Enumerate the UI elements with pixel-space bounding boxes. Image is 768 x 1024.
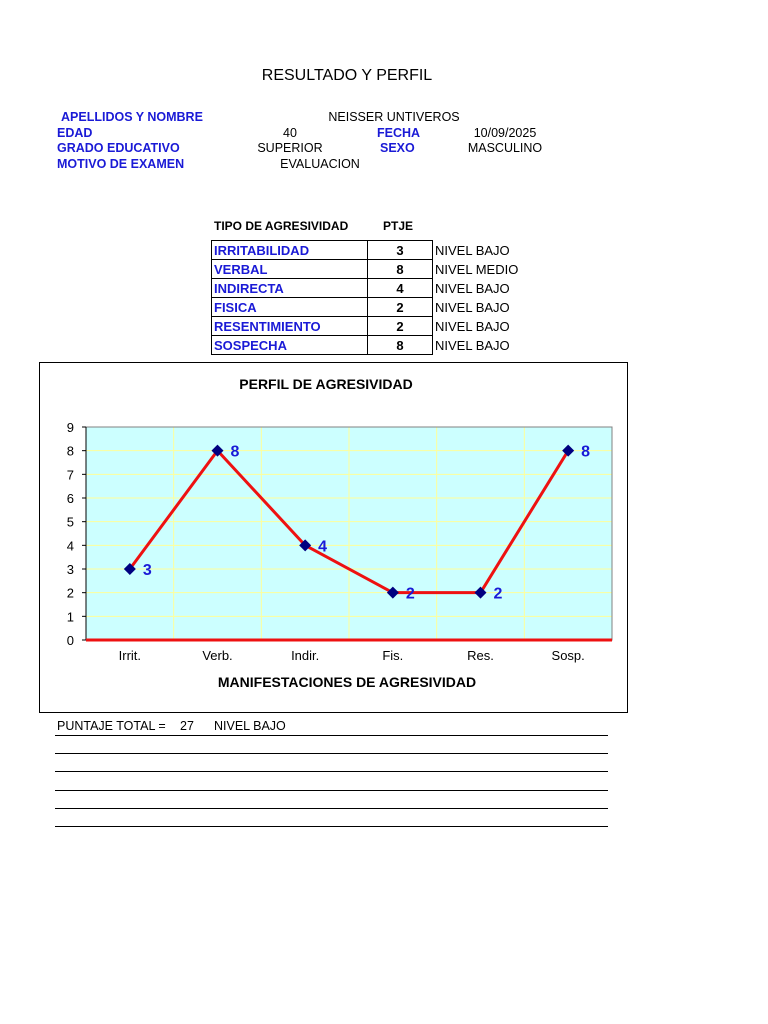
signature-line [55,790,608,791]
y-tick-label: 7 [66,467,74,483]
aggression-type: IRRITABILIDAD [212,241,368,260]
page-title: RESULTADO Y PERFIL [261,67,433,84]
aggression-score: 8 [368,336,433,355]
data-label: 8 [581,443,591,461]
x-tick-label: Indir. [291,648,320,663]
y-tick-label: 1 [66,609,74,625]
aggression-type: RESENTIMIENTO [212,317,368,336]
aggression-level: NIVEL BAJO [435,299,510,315]
date-label: FECHA [377,126,421,140]
y-tick-label: 9 [66,420,74,435]
total-label: PUNTAJE TOTAL = [57,719,166,733]
total-value: 27 [180,719,194,733]
aggression-score: 4 [368,279,433,298]
sex-value: MASCULINO [467,141,543,155]
aggression-type: INDIRECTA [212,279,368,298]
y-tick-label: 8 [66,443,74,459]
name-value: NEISSER UNTIVEROS [328,110,460,124]
aggression-level: NIVEL BAJO [435,280,510,296]
signature-line [55,826,608,827]
sex-label: SEXO [380,141,415,155]
table-header-type: TIPO DE AGRESIVIDAD [214,219,349,233]
aggression-score: 2 [368,317,433,336]
y-tick-label: 2 [66,585,74,601]
aggression-level: NIVEL BAJO [435,242,510,258]
y-tick-label: 4 [66,538,74,554]
x-tick-label: Irrit. [118,648,142,663]
total-level: NIVEL BAJO [214,719,286,733]
plot-area [67,420,612,663]
y-tick-label: 3 [66,562,74,577]
data-label: 2 [405,585,415,603]
data-label: 4 [318,538,328,556]
x-tick-label: Res. [467,648,494,663]
signature-line [55,753,608,754]
data-label: 3 [142,562,152,579]
aggression-score: 3 [368,241,433,260]
x-tick-label: Verb. [202,648,233,663]
age-value: 40 [283,126,297,140]
signature-line [55,735,608,736]
aggression-score: 2 [368,298,433,317]
y-tick-label: 0 [66,633,74,648]
name-label: APELLIDOS Y NOMBRE [61,110,203,124]
data-label: 8 [230,443,240,461]
education-value: SUPERIOR [257,141,323,155]
aggression-level: NIVEL MEDIO [435,261,519,277]
x-tick-label: Sosp. [551,648,585,663]
y-tick-label: 6 [66,491,74,506]
y-tick-label: 5 [66,514,74,530]
aggression-type: SOSPECHA [212,336,368,355]
aggression-level: NIVEL BAJO [435,318,510,334]
date-value: 10/09/2025 [473,126,537,140]
chart-title: PERFIL DE AGRESIVIDAD [239,376,413,392]
reason-value: EVALUACION [280,157,360,171]
data-label: 2 [493,585,503,603]
aggression-score: 8 [368,260,433,279]
aggression-level: NIVEL BAJO [435,337,510,353]
signature-line [55,771,608,772]
education-label: GRADO EDUCATIVO [57,141,180,155]
table-header-score: PTJE [383,219,414,233]
reason-label: MOTIVO DE EXAMEN [57,157,185,171]
x-tick-label: Fis. [382,648,404,663]
signature-line [55,808,608,809]
aggression-type: FISICA [212,298,368,317]
aggression-type: VERBAL [212,260,368,279]
chart-x-axis-label: MANIFESTACIONES DE AGRESIVIDAD [217,674,477,690]
age-label: EDAD [57,126,93,140]
